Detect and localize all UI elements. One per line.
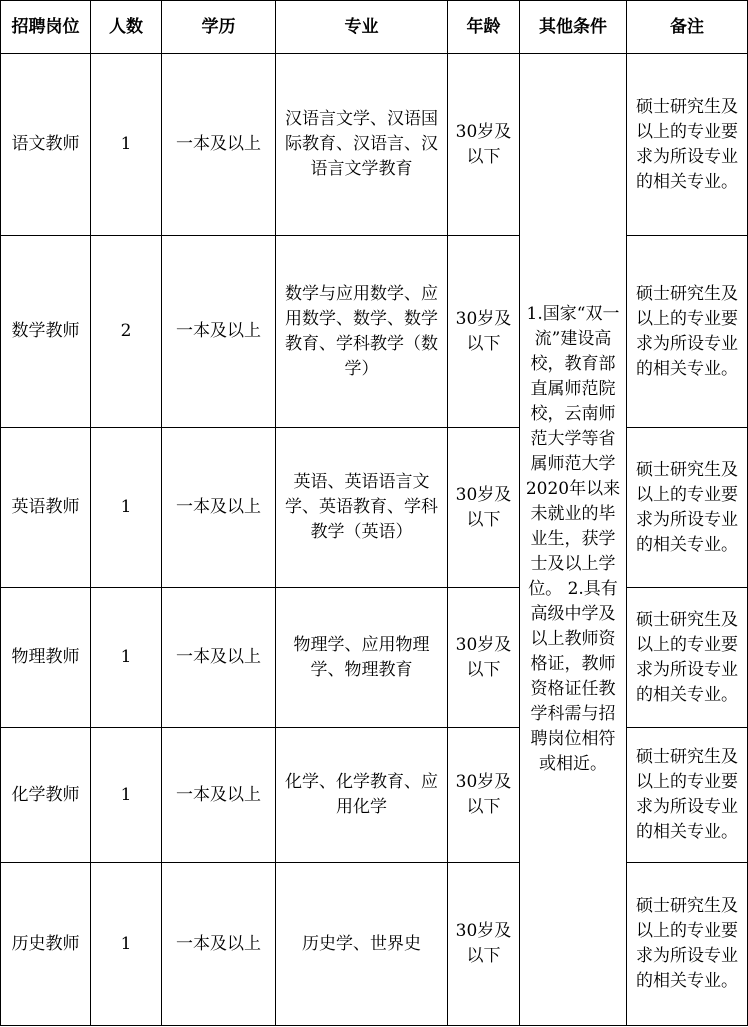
cell-note: 硕士研究生及以上的专业要求为所设专业的相关专业。: [627, 54, 748, 236]
cell-position: 化学教师: [1, 728, 91, 863]
cell-age: 30岁及以下: [448, 236, 520, 428]
cell-count: 1: [91, 863, 162, 1026]
table-row: [1, 588, 748, 728]
cell-note: 硕士研究生及以上的专业要求为所设专业的相关专业。: [627, 863, 748, 1026]
cell-position: 物理教师: [1, 588, 91, 728]
cell-age: 30岁及以下: [448, 863, 520, 1026]
cell-count: 1: [91, 428, 162, 588]
cell-position: 数学教师: [1, 236, 91, 428]
header-note: 备注: [627, 1, 748, 54]
header-position: 招聘岗位: [1, 1, 91, 54]
header-education: 学历: [162, 1, 276, 54]
table-row: [1, 428, 748, 588]
cell-education: 一本及以上: [162, 728, 276, 863]
cell-age: 30岁及以下: [448, 728, 520, 863]
header-count: 人数: [91, 1, 162, 54]
cell-position: 英语教师: [1, 428, 91, 588]
cell-education: 一本及以上: [162, 54, 276, 236]
cell-education: 一本及以上: [162, 863, 276, 1026]
header-major: 专业: [276, 1, 448, 54]
cell-note: 硕士研究生及以上的专业要求为所设专业的相关专业。: [627, 728, 748, 863]
cell-education: 一本及以上: [162, 588, 276, 728]
table-row: [1, 728, 748, 863]
cell-major: 英语、英语语言文学、英语教育、学科教学（英语）: [276, 428, 448, 588]
header-age: 年龄: [448, 1, 520, 54]
cell-count: 2: [91, 236, 162, 428]
cell-major: 化学、化学教育、应用化学: [276, 728, 448, 863]
cell-major: 历史学、世界史: [276, 863, 448, 1026]
cell-position: 历史教师: [1, 863, 91, 1026]
cell-education: 一本及以上: [162, 428, 276, 588]
cell-count: 1: [91, 588, 162, 728]
cell-age: 30岁及以下: [448, 54, 520, 236]
table-row: [1, 54, 748, 236]
cell-count: 1: [91, 54, 162, 236]
cell-other-conditions: 1.国家“双一流”建设高校，教育部直属师范院校，云南师范大学等省属师范大学2020年以来未就业的毕业生，获学士及以上学位。 2.具有高级中学及以上教师资格证，教师资格证任教学科需与招聘岗位相符或相近。: [520, 54, 627, 1026]
cell-note: 硕士研究生及以上的专业要求为所设专业的相关专业。: [627, 236, 748, 428]
cell-education: 一本及以上: [162, 236, 276, 428]
header-other-conditions: 其他条件: [520, 1, 627, 54]
cell-major: 物理学、应用物理学、物理教育: [276, 588, 448, 728]
header-row: [1, 1, 748, 54]
cell-position: 语文教师: [1, 54, 91, 236]
cell-age: 30岁及以下: [448, 588, 520, 728]
table-row: [1, 863, 748, 1026]
cell-major: 汉语言文学、汉语国际教育、汉语言、汉语言文学教育: [276, 54, 448, 236]
table-row: [1, 236, 748, 428]
cell-age: 30岁及以下: [448, 428, 520, 588]
cell-count: 1: [91, 728, 162, 863]
cell-note: 硕士研究生及以上的专业要求为所设专业的相关专业。: [627, 428, 748, 588]
cell-major: 数学与应用数学、应用数学、数学、数学教育、学科教学（数学）: [276, 236, 448, 428]
cell-note: 硕士研究生及以上的专业要求为所设专业的相关专业。: [627, 588, 748, 728]
